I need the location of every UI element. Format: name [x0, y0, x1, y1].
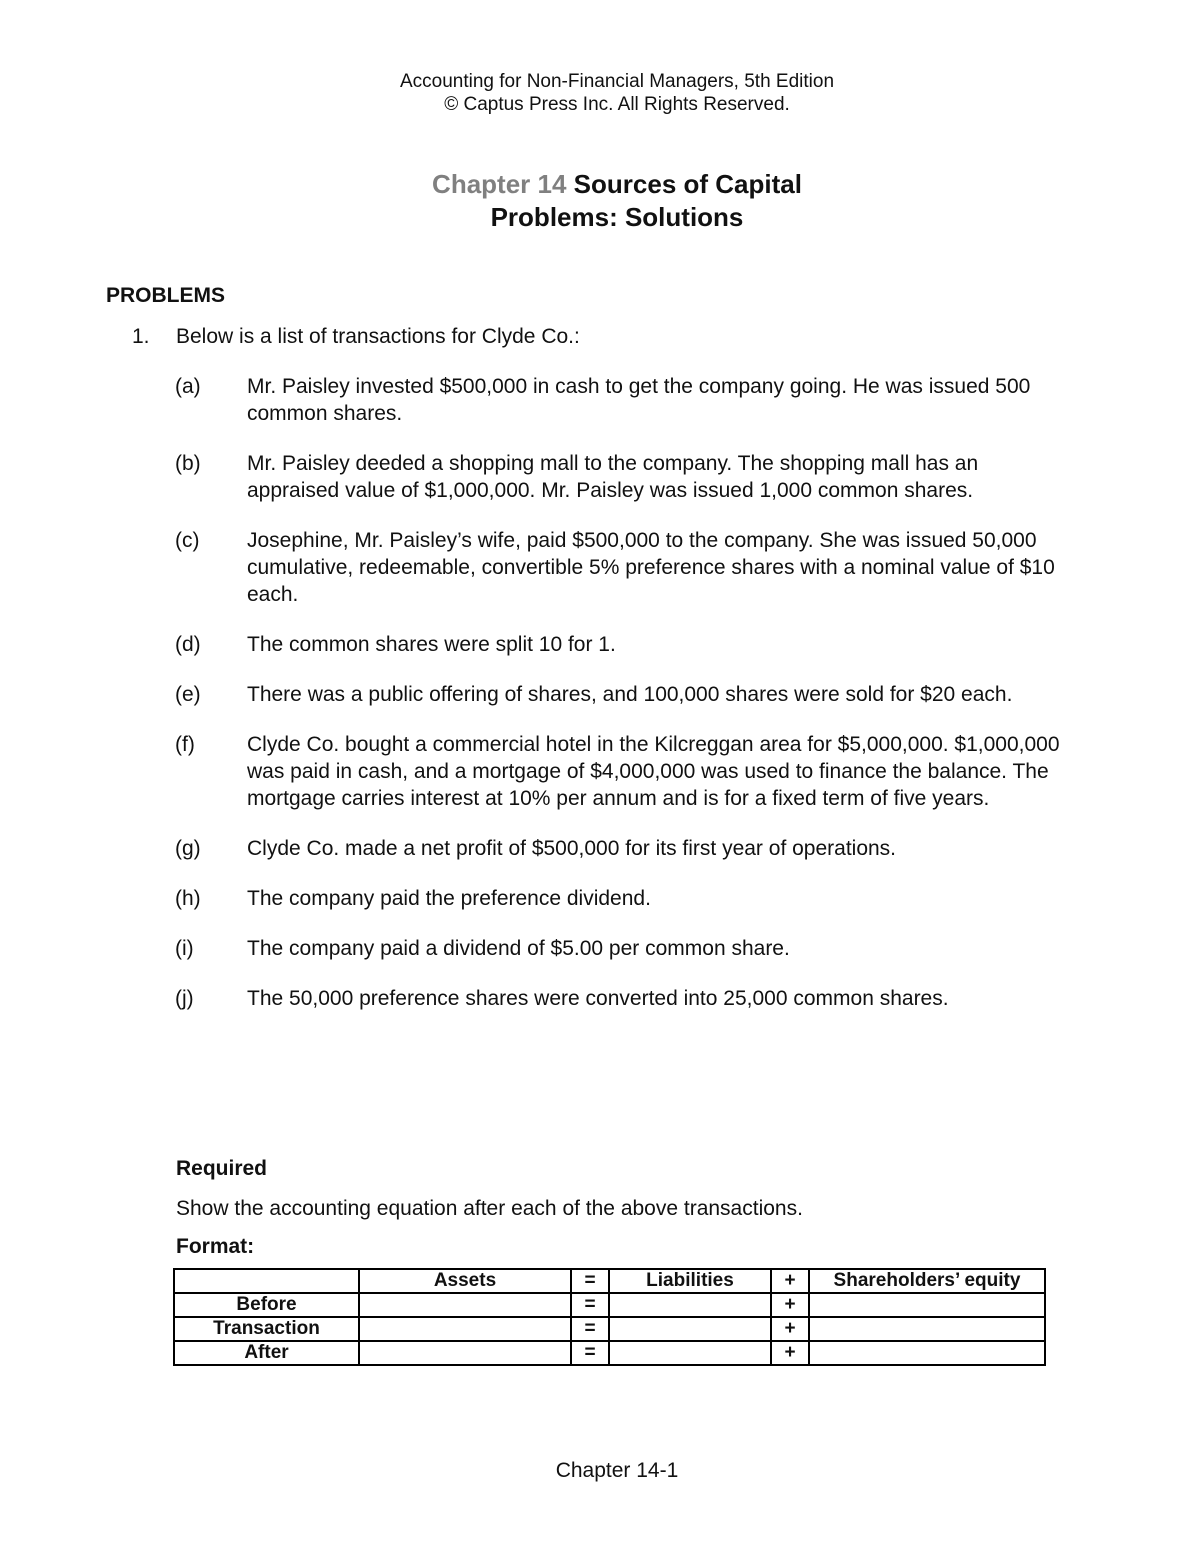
item-text: Clyde Co. made a net profit of $500,000 for its first year of operations.: [247, 837, 897, 860]
document-header: [0, 70, 1200, 116]
required-text: Show the accounting equation after each of the above transactions.: [176, 1197, 803, 1220]
item-text: Clyde Co. bought a commercial hotel in the Kilcreggan area for $5,000,000. $1,000,000 was paid in cash, and a mortgage of $4,000,000 was used to finance the balance. The mortgage carries interest at 10% per annum and is for a fixed term of five years.: [247, 733, 1060, 810]
item-letter: (d): [175, 633, 201, 656]
assets-cell: [359, 1341, 571, 1365]
item-letter: (h): [175, 887, 201, 910]
item-letter: (c): [175, 529, 200, 552]
item-text: The company paid the preference dividend.: [247, 887, 651, 910]
equity-cell: [809, 1317, 1045, 1341]
assets-cell: [359, 1317, 571, 1341]
row-label: After: [174, 1341, 359, 1365]
item-text: The 50,000 preference shares were converted into 25,000 common shares.: [247, 987, 949, 1010]
transaction-item: [0, 631, 1200, 658]
item-letter: (j): [175, 987, 194, 1010]
assets-cell: [359, 1293, 571, 1317]
transaction-item: [0, 731, 1200, 812]
transaction-item: [0, 935, 1200, 962]
transaction-item: [0, 681, 1200, 708]
transaction-item: [0, 450, 1200, 504]
header-cell-assets: Assets: [359, 1269, 571, 1293]
chapter-heading: [0, 168, 1200, 201]
item-letter: (g): [175, 837, 201, 860]
plus-cell: +: [771, 1293, 809, 1317]
liabilities-cell: [609, 1293, 771, 1317]
equals-cell: =: [571, 1317, 609, 1341]
item-text: Josephine, Mr. Paisley’s wife, paid $500,000 to the company. She was issued 50,000 cumulative, redeemable, convertible 5% preference shares with a nominal value of $10 each.: [247, 529, 1055, 606]
equity-cell: [809, 1341, 1045, 1365]
item-text: Mr. Paisley invested $500,000 in cash to get the company going. He was issued 500 common shares.: [247, 375, 1031, 425]
header-cell-equity: Shareholders’ equity: [809, 1269, 1045, 1293]
transaction-item: [0, 885, 1200, 912]
format-label: Format:: [176, 1235, 255, 1258]
accounting-equation-table: [173, 1268, 1046, 1366]
header-cell-plus: +: [771, 1269, 809, 1293]
header-cell-blank: [174, 1269, 359, 1293]
book-title: Accounting for Non-Financial Managers, 5th Edition: [399, 71, 835, 92]
transaction-item: [0, 835, 1200, 862]
chapter-name: Sources of Capital: [573, 169, 802, 199]
item-letter: (b): [175, 452, 201, 475]
equals-cell: =: [571, 1341, 609, 1365]
item-text: Mr. Paisley deeded a shopping mall to the company. The shopping mall has an appraised value of $1,000,000. Mr. Paisley was issued 1,000 common shares.: [247, 452, 979, 502]
liabilities-cell: [609, 1317, 771, 1341]
liabilities-cell: [609, 1341, 771, 1365]
copyright-line: © Captus Press Inc. All Rights Reserved.: [444, 94, 790, 115]
chapter-number: Chapter 14: [432, 169, 567, 199]
item-text: The company paid a dividend of $5.00 per common share.: [247, 937, 790, 960]
item-letter: (i): [175, 937, 194, 960]
table-row: [174, 1341, 1045, 1365]
equity-cell: [809, 1293, 1045, 1317]
plus-cell: +: [771, 1341, 809, 1365]
chapter-title: [0, 168, 1200, 234]
row-label: Before: [174, 1293, 359, 1317]
equals-cell: =: [571, 1293, 609, 1317]
transaction-item: [0, 985, 1200, 1012]
required-label: Required: [176, 1157, 268, 1180]
problem-number: 1.: [132, 325, 150, 348]
row-label: Transaction: [174, 1317, 359, 1341]
table-header-row: [174, 1269, 1045, 1293]
transaction-item: [0, 373, 1200, 427]
item-letter: (e): [175, 683, 201, 706]
page-footer: Chapter 14-1: [555, 1459, 679, 1482]
chapter-subtitle: Problems: Solutions: [490, 202, 744, 232]
item-text: The common shares were split 10 for 1.: [247, 633, 616, 656]
item-text: There was a public offering of shares, and 100,000 shares were sold for $20 each.: [247, 683, 1013, 706]
plus-cell: +: [771, 1317, 809, 1341]
header-cell-liabilities: Liabilities: [609, 1269, 771, 1293]
header-cell-equals: =: [571, 1269, 609, 1293]
item-letter: (a): [175, 375, 201, 398]
problem-intro-text: Below is a list of transactions for Clyde Co.:: [176, 325, 580, 348]
transaction-item: [0, 527, 1200, 608]
table-row: [174, 1293, 1045, 1317]
transaction-list: [0, 373, 1200, 1035]
item-letter: (f): [175, 733, 195, 756]
section-heading: PROBLEMS: [106, 284, 226, 307]
table-row: [174, 1317, 1045, 1341]
